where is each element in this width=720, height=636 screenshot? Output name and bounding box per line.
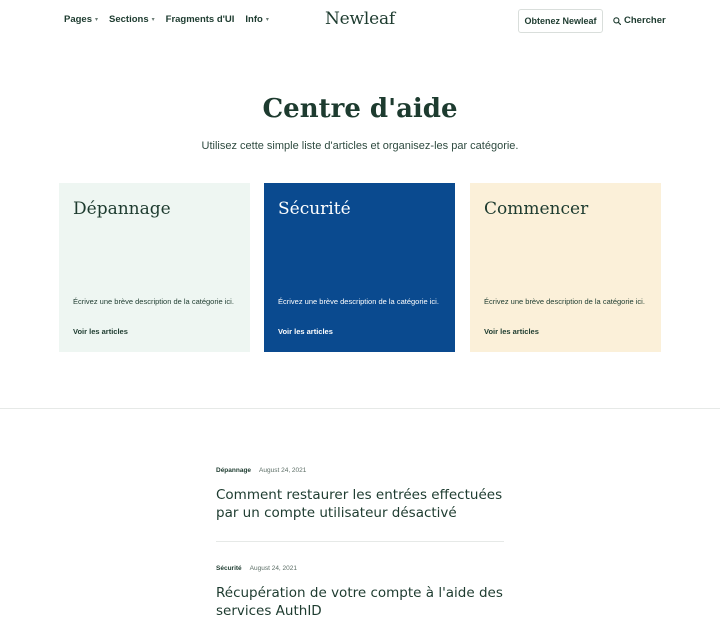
article-date: August 24, 2021	[249, 565, 298, 572]
card-title: Dépannage	[73, 199, 171, 219]
category-card-security[interactable]	[264, 183, 455, 352]
nav-item-info[interactable]	[245, 14, 268, 25]
nav-item-label: Info	[245, 14, 263, 25]
article-separator	[216, 541, 504, 542]
view-articles-link[interactable]: Voir les articles	[73, 327, 128, 336]
search-icon	[613, 17, 621, 25]
chevron-down-icon: ▾	[95, 16, 99, 23]
nav-item-label: Sections	[109, 14, 149, 25]
article-category[interactable]: Sécurité	[216, 565, 242, 572]
article-item	[216, 565, 506, 620]
article-meta	[216, 467, 506, 474]
nav-item-label: Fragments d'UI	[165, 14, 235, 25]
view-articles-link[interactable]: Voir les articles	[484, 327, 539, 336]
nav-item-sections[interactable]	[109, 14, 155, 25]
article-meta	[216, 565, 506, 572]
nav-item-pages[interactable]	[64, 14, 98, 25]
nav-item-label: Pages	[64, 14, 92, 25]
chevron-down-icon: ▾	[265, 16, 269, 23]
card-description: Écrivez une brève description de la catégorie ici.	[484, 297, 645, 306]
get-newleaf-button[interactable]: Obtenez Newleaf	[518, 9, 603, 33]
page-title: Centre d'aide	[262, 94, 458, 124]
chevron-down-icon: ▾	[151, 16, 155, 23]
card-description: Écrivez une brève description de la catégorie ici.	[73, 297, 234, 306]
article-category[interactable]: Dépannage	[216, 467, 252, 474]
logo[interactable]: Newleaf	[324, 9, 395, 29]
section-divider	[0, 408, 720, 409]
article-title-link[interactable]: Récupération de votre compte à l'aide des services AuthID	[216, 585, 503, 619]
site-header	[0, 0, 720, 42]
category-card-troubleshooting[interactable]	[59, 183, 250, 352]
card-description: Écrivez une brève description de la catégorie ici.	[278, 297, 439, 306]
article-item	[216, 467, 506, 522]
category-card-getting-started[interactable]	[470, 183, 661, 352]
search-button[interactable]	[613, 15, 666, 26]
main-nav	[64, 14, 269, 25]
page-subtitle: Utilisez cette simple liste d'articles et organisez-les par catégorie.	[201, 140, 519, 152]
article-date: August 24, 2021	[259, 467, 307, 474]
view-articles-link[interactable]: Voir les articles	[278, 327, 333, 336]
article-title-link[interactable]: Comment restaurer les entrées effectuées par un compte utilisateur désactivé	[216, 487, 503, 521]
search-label: Chercher	[624, 15, 666, 26]
card-title: Sécurité	[278, 199, 351, 219]
nav-item-ui-fragments[interactable]	[166, 14, 235, 25]
card-title: Commencer	[484, 199, 589, 219]
